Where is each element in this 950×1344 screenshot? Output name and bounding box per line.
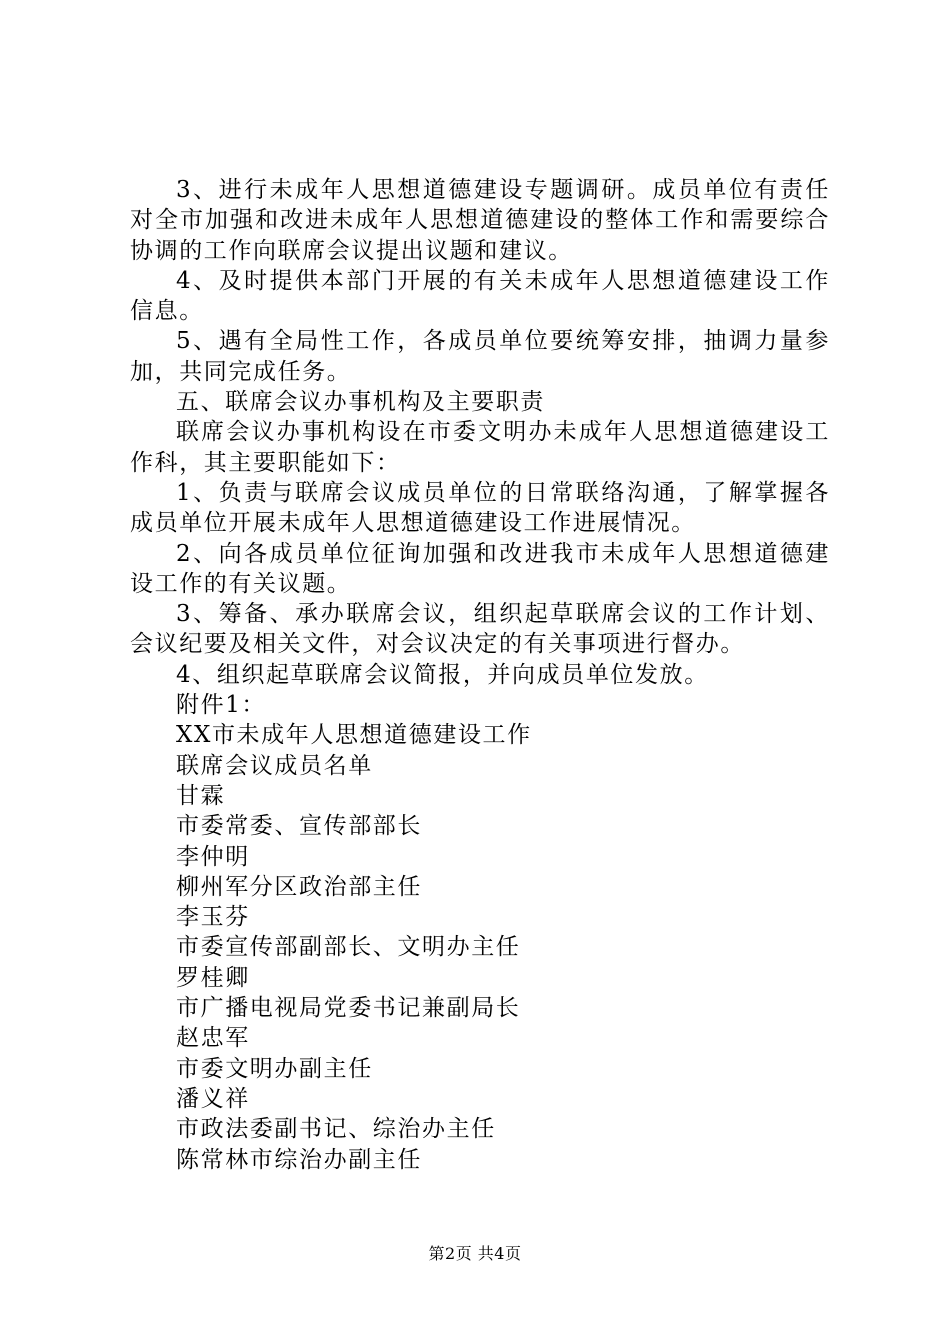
document-body [130, 175, 830, 1175]
paragraph-item-4: 4、及时提供本部门开展的有关未成年人思想道德建设工作信息。 [130, 267, 830, 325]
paragraph-item-5: 5、遇有全局性工作，各成员单位要统筹安排，抽调力量参加，共同完成任务。 [130, 328, 830, 385]
section-heading: 五、联席会议办事机构及主要职责 [176, 389, 545, 416]
member-list-item: 市政法委副书记、综治办主任 [176, 1116, 496, 1143]
duty-item-4: 4、组织起草联席会议简报，并向成员单位发放。 [176, 661, 709, 688]
member-list-item: 赵忠军 [176, 1025, 250, 1052]
member-list-item: 市委常委、宣传部部长 [176, 813, 422, 840]
section-intro: 联席会议办事机构设在市委文明办未成年人思想道德建设工作科，其主要职能如下： [130, 419, 830, 476]
duty-item-2: 2、向各成员单位征询加强和改进我市未成年人思想道德建设工作的有关议题。 [130, 540, 830, 597]
member-list [130, 781, 830, 1175]
member-list-item: 市广播电视局党委书记兼副局长 [176, 995, 521, 1022]
member-list-item: 陈常林市综治办副主任 [176, 1146, 422, 1173]
member-list-item: 甘霖 [176, 782, 226, 809]
member-list-item: 市委文明办副主任 [176, 1055, 373, 1082]
member-list-item: 罗桂卿 [176, 964, 250, 991]
page-footer: 第2页 共4页 [428, 1244, 522, 1263]
duty-item-3: 3、筹备、承办联席会议，组织起草联席会议的工作计划、会议纪要及相关文件，对会议决定的有关事项进行督办。 [130, 601, 830, 658]
member-list-item: 李玉芬 [176, 904, 250, 931]
member-list-item: 潘义祥 [176, 1085, 250, 1112]
member-list-item: 柳州军分区政治部主任 [176, 873, 422, 900]
attachment-title-line-1: XX市未成年人思想道德建设工作 [176, 722, 532, 749]
member-list-item: 市委宣传部副部长、文明办主任 [176, 934, 521, 961]
attachment-title-line-2: 联席会议成员名单 [176, 752, 373, 779]
duty-item-1: 1、负责与联席会议成员单位的日常联络沟通，了解掌握各成员单位开展未成年人思想道德建设工作进展情况。 [130, 479, 830, 537]
member-list-item: 李仲明 [176, 843, 250, 870]
paragraph-item-3: 3、进行未成年人思想道德建设专题调研。成员单位有责任对全市加强和改进未成年人思想道德建设的整体工作和需要综合协调的工作向联席会议提出议题和建议。 [130, 177, 830, 264]
attachment-label: 附件1： [176, 692, 267, 719]
